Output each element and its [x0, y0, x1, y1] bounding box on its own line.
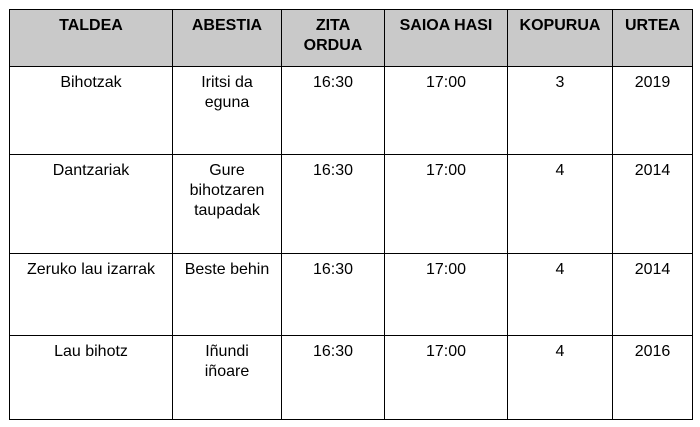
table-row [10, 67, 693, 155]
header-row [10, 10, 693, 67]
cell-zita-ordua: 16:30 [282, 67, 385, 155]
cell-urtea: 2016 [613, 336, 693, 420]
cell-urtea: 2014 [613, 254, 693, 336]
header-saioa-hasi: SAIOA HASI [385, 10, 508, 67]
cell-taldea: Zeruko lau izarrak [10, 254, 173, 336]
header-urtea: URTEA [613, 10, 693, 67]
cell-zita-ordua: 16:30 [282, 155, 385, 254]
cell-taldea: Dantzariak [10, 155, 173, 254]
cell-kopurua: 4 [508, 155, 613, 254]
table-row [10, 254, 693, 336]
cell-saioa-hasi: 17:00 [385, 254, 508, 336]
cell-zita-ordua: 16:30 [282, 254, 385, 336]
header-abestia: ABESTIA [173, 10, 282, 67]
cell-saioa-hasi: 17:00 [385, 67, 508, 155]
cell-abestia: Beste behin [173, 254, 282, 336]
cell-abestia: Gure bihotzaren taupadak [173, 155, 282, 254]
cell-zita-ordua: 16:30 [282, 336, 385, 420]
header-zita-ordua: ZITA ORDUA [282, 10, 385, 67]
cell-saioa-hasi: 17:00 [385, 336, 508, 420]
table-row [10, 155, 693, 254]
cell-kopurua: 3 [508, 67, 613, 155]
schedule-table-wrapper [9, 9, 693, 420]
cell-urtea: 2014 [613, 155, 693, 254]
table-row [10, 336, 693, 420]
schedule-table [9, 9, 693, 420]
cell-kopurua: 4 [508, 254, 613, 336]
cell-taldea: Lau bihotz [10, 336, 173, 420]
header-taldea: TALDEA [10, 10, 173, 67]
cell-urtea: 2019 [613, 67, 693, 155]
cell-taldea: Bihotzak [10, 67, 173, 155]
cell-abestia: Iritsi da eguna [173, 67, 282, 155]
cell-saioa-hasi: 17:00 [385, 155, 508, 254]
cell-kopurua: 4 [508, 336, 613, 420]
cell-abestia: Iñundi iñoare [173, 336, 282, 420]
header-kopurua: KOPURUA [508, 10, 613, 67]
